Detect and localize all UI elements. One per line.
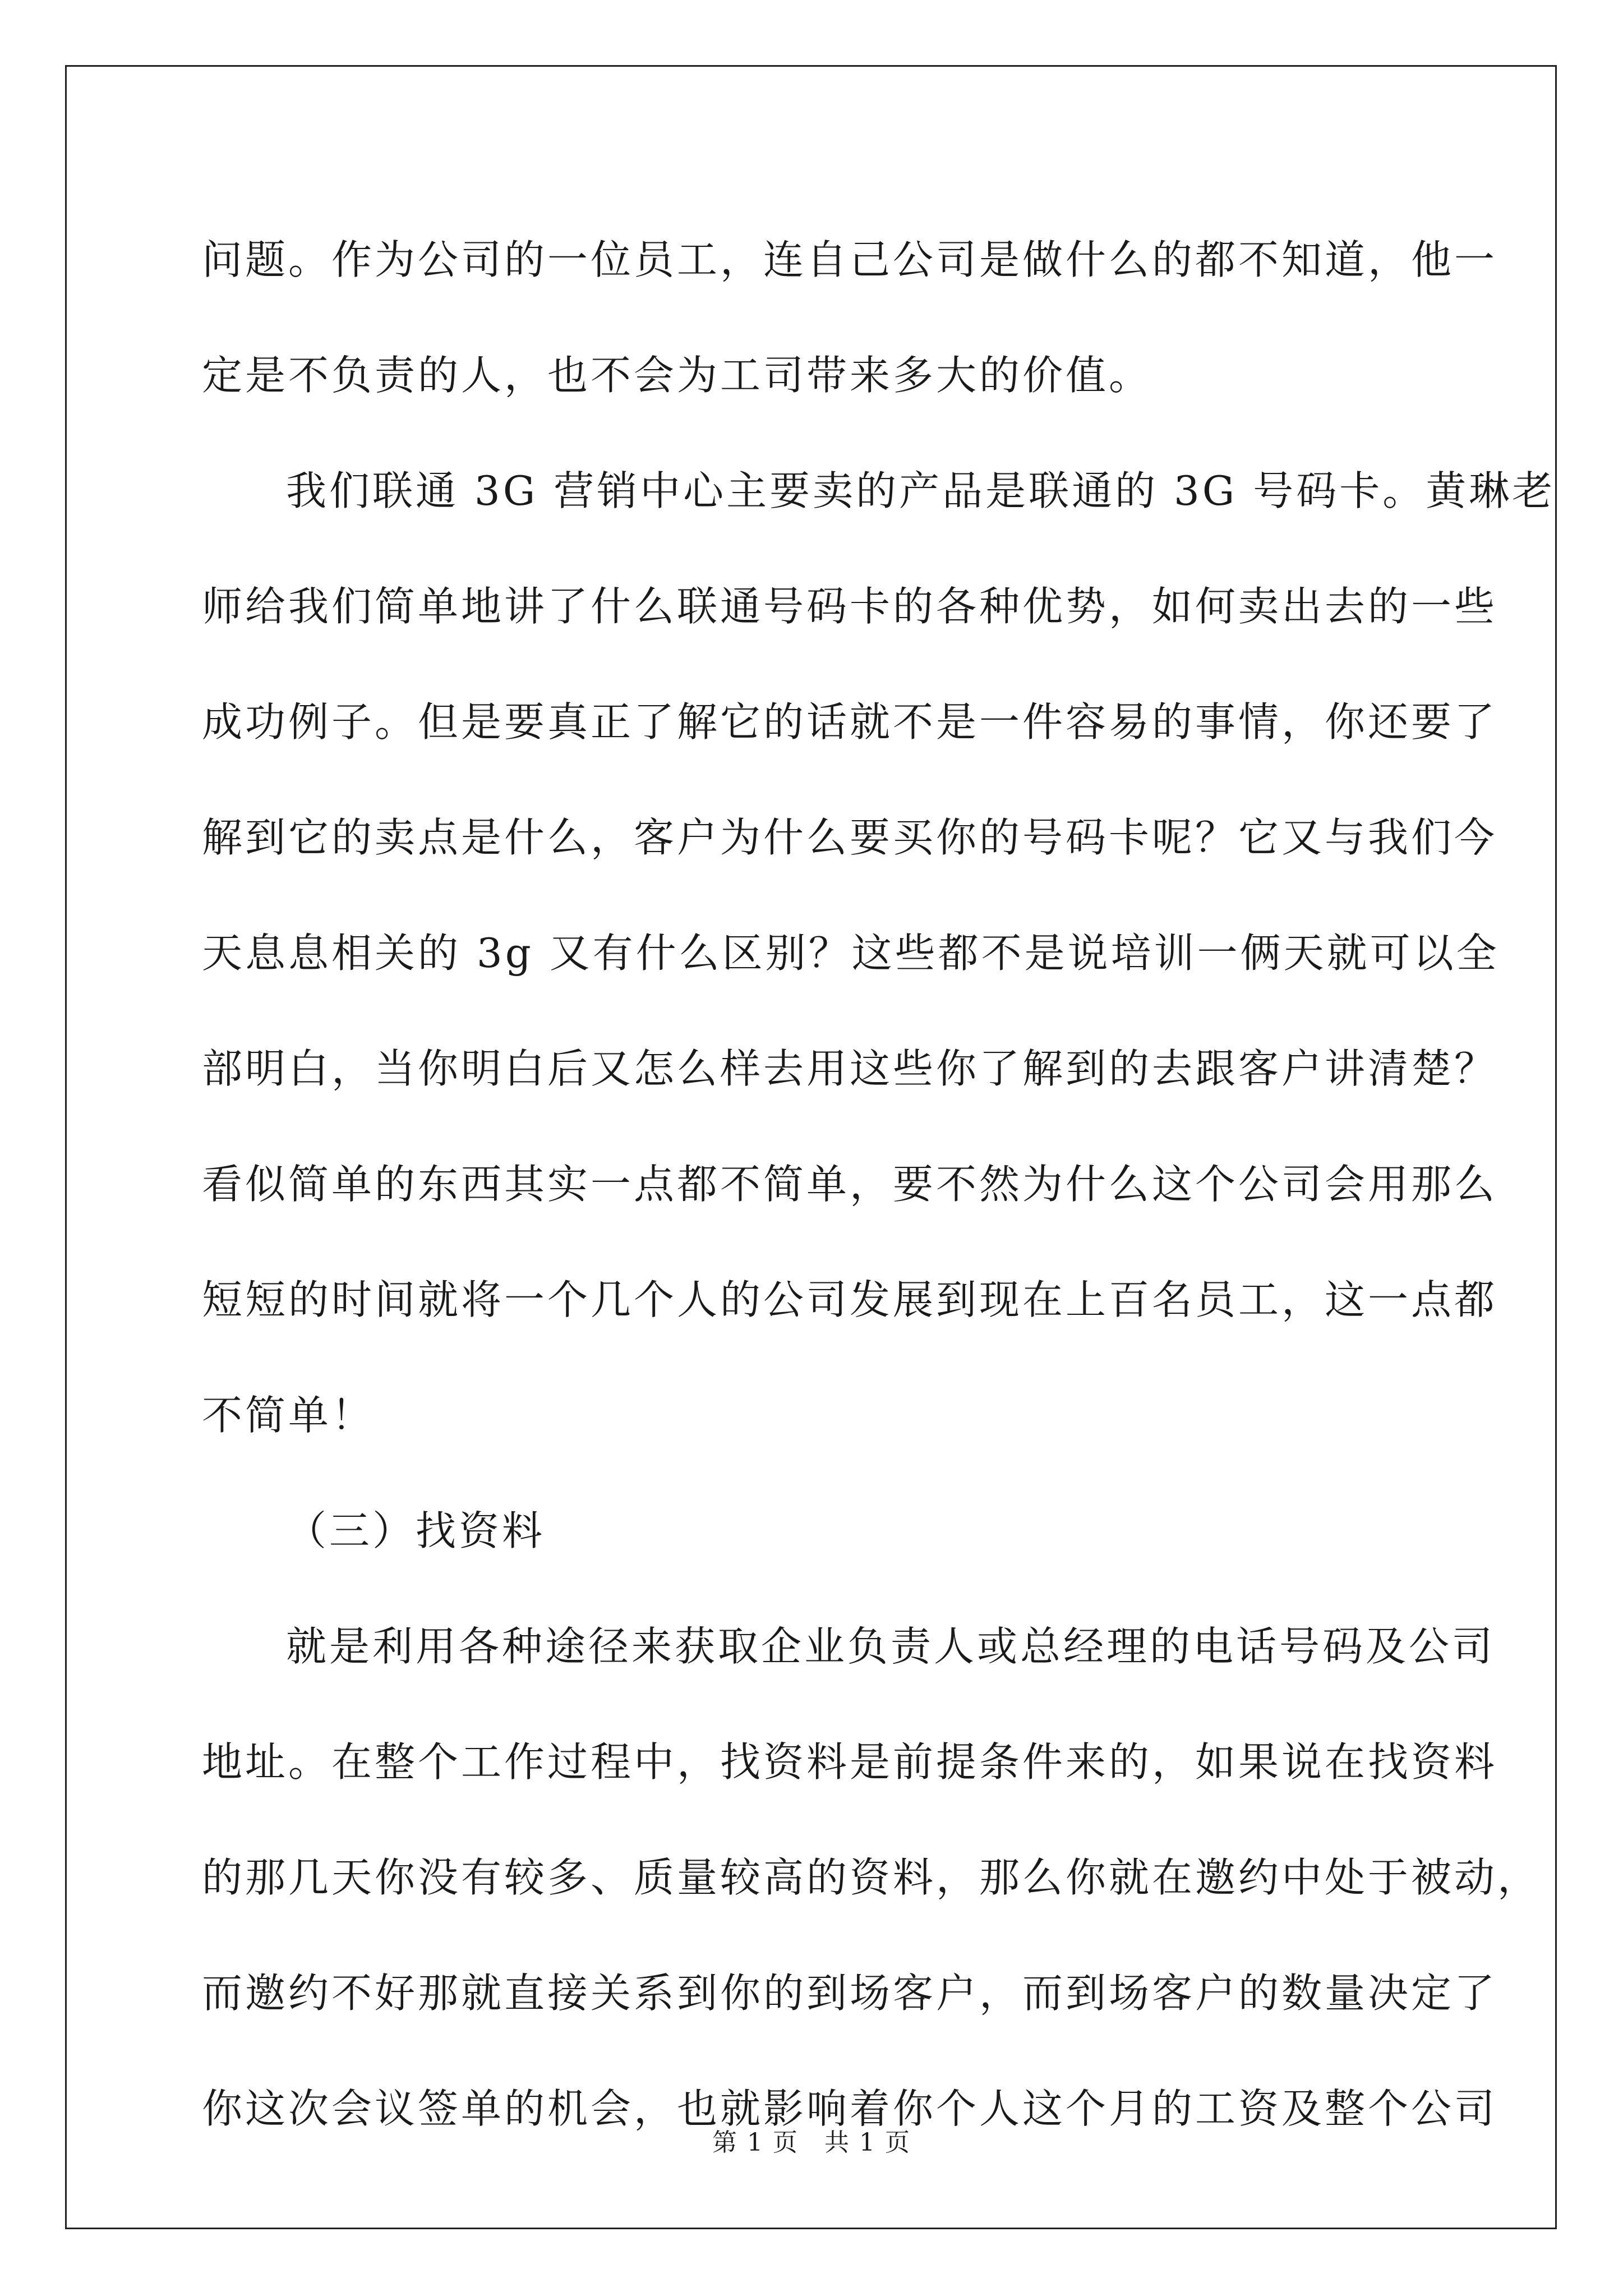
text-line: 你这次会议签单的机会，也就影响着你个人这个月的工资及整个公司 [202,2085,1498,2132]
text-line: 解到它的卖点是什么，客户为什么要买你的号码卡呢？它又与我们今 [202,814,1498,861]
text-line: 天息息相关的 3g 又有什么区别？这些都不是说培训一俩天就可以全 [202,930,1500,977]
text-line: 部明白，当你明白后又怎么样去用这些你了解到的去跟客户讲清楚？ [202,1045,1498,1092]
text-line: 问题。作为公司的一位员工，连自己公司是做什么的都不知道，他一 [202,236,1498,283]
text-line: 短短的时间就将一个几个人的公司发展到现在上百名员工，这一点都 [202,1276,1498,1323]
section-heading: （三）找资料 [286,1507,546,1554]
text-line: 我们联通 3G 营销中心主要卖的产品是联通的 3G 号码卡。黄琳老 [286,467,1556,514]
page-number-footer: 第 1 页 共 1 页 [712,2128,911,2157]
text-line: 就是利用各种途径来获取企业负责人或总经理的电话号码及公司 [286,1623,1496,1670]
text-line: 定是不负责的人，也不会为工司带来多大的价值。 [202,352,1152,399]
text-line: 而邀约不好那就直接关系到你的到场客户，而到场客户的数量决定了 [202,1970,1498,2017]
text-line: 不简单！ [202,1392,375,1439]
text-line: 地址。在整个工作过程中，找资料是前提条件来的，如果说在找资料 [202,1738,1498,1786]
text-line: 成功例子。但是要真正了解它的话就不是一件容易的事情，你还要了 [202,698,1498,746]
document-body [202,202,1556,2166]
text-line: 的那几天你没有较多、质量较高的资料，那么你就在邀约中处于被动， [202,1854,1541,1901]
text-line: 看似简单的东西其实一点都不简单，要不然为什么这个公司会用那么 [202,1161,1498,1208]
text-line: 师给我们简单地讲了什么联通号码卡的各种优势，如何卖出去的一些 [202,583,1498,630]
